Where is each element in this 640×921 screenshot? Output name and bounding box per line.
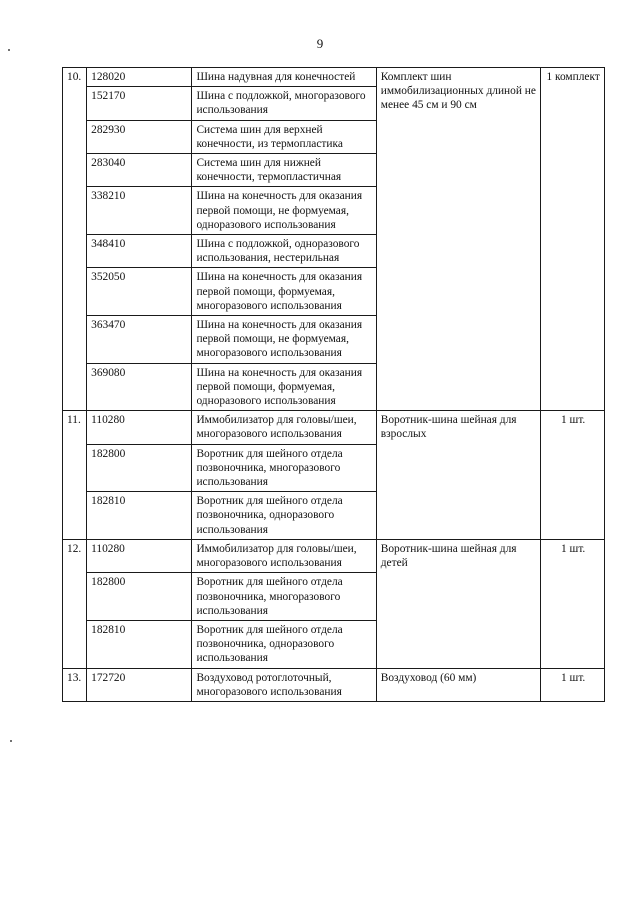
row-number: 11. (63, 411, 87, 540)
group-quantity: 1 шт. (541, 411, 605, 540)
item-code: 369080 (87, 363, 192, 411)
item-code: 152170 (87, 87, 192, 120)
row-number: 13. (63, 668, 87, 701)
group-quantity: 1 шт. (541, 668, 605, 701)
item-name: Воротник для шейного отдела позвоночника, многоразового использования (192, 444, 376, 492)
page-number: 9 (316, 36, 324, 51)
item-name: Шина надувная для конечностей (192, 68, 376, 87)
item-name: Шина на конечность для оказания первой помощи, не формуемая, одноразового использования (192, 187, 376, 235)
item-code: 363470 (87, 316, 192, 364)
item-code: 283040 (87, 154, 192, 187)
item-code: 338210 (87, 187, 192, 235)
row-number: 12. (63, 539, 87, 668)
item-name: Иммобилизатор для головы/шеи, многоразового использования (192, 411, 376, 444)
item-code: 282930 (87, 120, 192, 153)
item-name: Шина на конечность для оказания первой помощи, не формуемая, многоразового использования (192, 316, 376, 364)
table-row (63, 411, 605, 444)
item-code: 110280 (87, 539, 192, 572)
item-name: Воротник для шейного отдела позвоночника, одноразового использования (192, 620, 376, 668)
scan-speck (10, 740, 12, 742)
item-name: Система шин для нижней конечности, термопластичная (192, 154, 376, 187)
item-code: 182800 (87, 573, 192, 621)
item-code: 352050 (87, 268, 192, 316)
item-code: 110280 (87, 411, 192, 444)
item-code: 348410 (87, 235, 192, 268)
item-name: Шина на конечность для оказания первой помощи, формуемая, одноразового использования (192, 363, 376, 411)
table-row (63, 68, 605, 87)
group-description: Воздуховод (60 мм) (376, 668, 541, 701)
group-quantity: 1 комплект (541, 68, 605, 411)
group-quantity: 1 шт. (541, 539, 605, 668)
group-description: Воротник-шина шейная для детей (376, 539, 541, 668)
table-row (63, 668, 605, 701)
row-number: 10. (63, 68, 87, 411)
equipment-table (62, 67, 605, 702)
scan-speck (8, 49, 10, 51)
table-row (63, 539, 605, 572)
item-code: 128020 (87, 68, 192, 87)
item-code: 182810 (87, 492, 192, 540)
item-name: Шина на конечность для оказания первой помощи, формуемая, многоразового использования (192, 268, 376, 316)
group-description: Воротник-шина шейная для взрослых (376, 411, 541, 540)
item-name: Воздуховод ротоглоточный, многоразового использования (192, 668, 376, 701)
item-name: Система шин для верхней конечности, из термопластика (192, 120, 376, 153)
item-name: Воротник для шейного отдела позвоночника, многоразового использования (192, 573, 376, 621)
item-code: 172720 (87, 668, 192, 701)
group-description: Комплект шин иммобилизационных длиной не менее 45 см и 90 см (376, 68, 541, 411)
item-code: 182810 (87, 620, 192, 668)
item-name: Шина с подложкой, одноразового использования, нестерильная (192, 235, 376, 268)
item-name: Шина с подложкой, многоразового использования (192, 87, 376, 120)
item-name: Иммобилизатор для головы/шеи, многоразового использования (192, 539, 376, 572)
item-name: Воротник для шейного отдела позвоночника, одноразового использования (192, 492, 376, 540)
item-code: 182800 (87, 444, 192, 492)
table-body (63, 68, 605, 702)
